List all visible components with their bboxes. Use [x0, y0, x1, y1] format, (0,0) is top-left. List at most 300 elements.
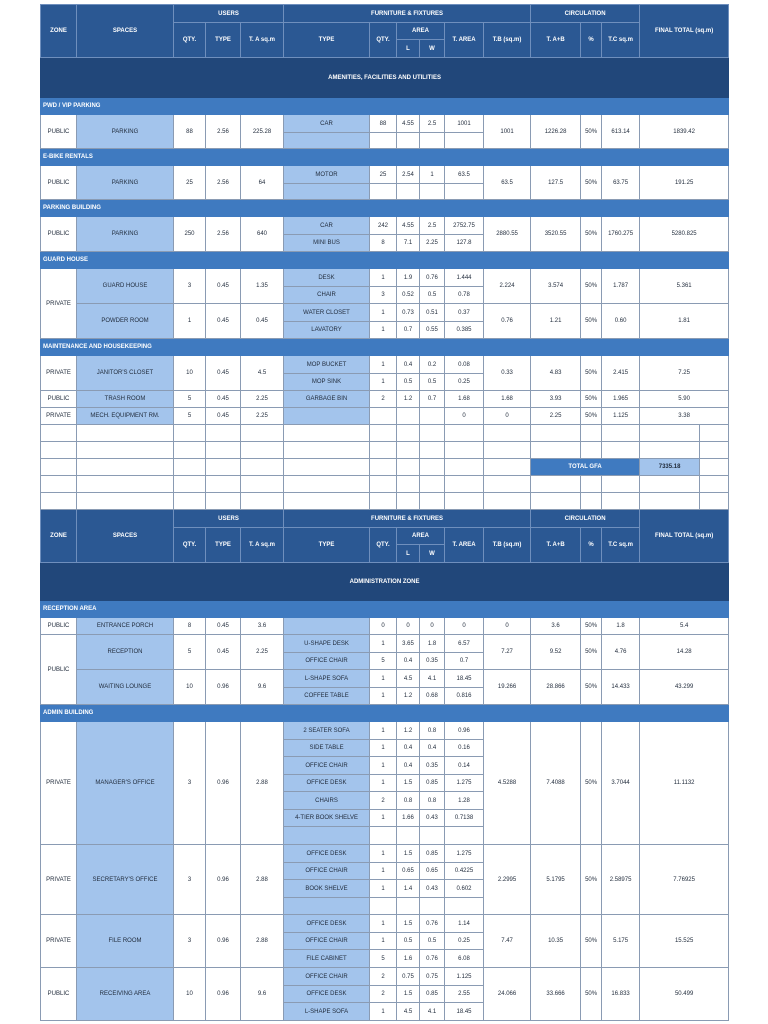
furniture-w-cell: 0.5 — [420, 933, 445, 950]
empty-cell — [420, 827, 445, 845]
furniture-qty-cell: 3 — [370, 287, 397, 304]
tb-cell: 0.76 — [484, 304, 531, 339]
pct-cell: 50% — [581, 304, 602, 339]
furniture-qty-cell: 1 — [370, 757, 397, 775]
empty-cell — [206, 493, 241, 510]
users-ta-cell: 64 — [241, 166, 284, 200]
furniture-qty-cell: 1 — [370, 740, 397, 757]
final-total-cell: 5.90 — [640, 391, 729, 408]
users-type-cell: 0.96 — [206, 845, 241, 915]
furniture-qty-cell: 1 — [370, 374, 397, 391]
tc-cell: 1.8 — [602, 618, 640, 635]
header-users: USERS — [174, 5, 284, 23]
users-ta-cell: 640 — [241, 217, 284, 252]
users-type-cell: 0.96 — [206, 722, 241, 845]
empty-cell — [241, 459, 284, 476]
empty-cell — [284, 184, 370, 200]
tab-cell: 7.4088 — [531, 722, 581, 845]
furniture-qty-cell: 1 — [370, 775, 397, 792]
empty-cell — [241, 476, 284, 493]
empty-cell — [77, 493, 174, 510]
zone-cell: PUBLIC — [41, 968, 77, 1021]
furniture-type-cell: OFFICE DESK — [284, 775, 370, 792]
tb-cell: 1001 — [484, 115, 531, 149]
furniture-w-cell: 0.7 — [420, 391, 445, 408]
empty-cell — [397, 493, 420, 510]
tb-cell: 7.27 — [484, 635, 531, 670]
furniture-type-cell: 2 SEATER SOFA — [284, 722, 370, 740]
furniture-tarea-cell: 0 — [445, 618, 484, 635]
pct-cell: 50% — [581, 217, 602, 252]
furniture-qty-cell: 242 — [370, 217, 397, 235]
furniture-w-cell: 0.5 — [420, 287, 445, 304]
tb-cell: 1.68 — [484, 391, 531, 408]
furniture-tarea-cell: 1.14 — [445, 915, 484, 933]
zone-cell: PUBLIC — [41, 635, 77, 705]
space-cell: RECEPTION — [77, 635, 174, 670]
tab-cell: 4.83 — [531, 356, 581, 391]
empty-cell — [370, 827, 397, 845]
furniture-type-cell: 4-TIER BOOK SHELVE — [284, 810, 370, 827]
tc-cell: 2.58975 — [602, 845, 640, 915]
space-program-table — [40, 4, 729, 1021]
users-type-cell: 0.45 — [206, 635, 241, 670]
header-l: L — [397, 40, 420, 58]
empty-cell — [174, 459, 206, 476]
tc-cell: 16.833 — [602, 968, 640, 1021]
furniture-type-cell: OFFICE CHAIR — [284, 863, 370, 880]
empty-cell — [397, 408, 420, 425]
tc-cell: 63.75 — [602, 166, 640, 200]
empty-cell — [77, 425, 174, 442]
furniture-qty-cell: 1 — [370, 722, 397, 740]
pct-cell: 50% — [581, 166, 602, 200]
furniture-l-cell: 0.73 — [397, 304, 420, 322]
furniture-l-cell: 4.5 — [397, 670, 420, 688]
furniture-tarea-cell: 1.275 — [445, 775, 484, 792]
furniture-qty-cell: 1 — [370, 322, 397, 339]
final-total-cell: 1.81 — [640, 304, 729, 339]
space-cell: JANITOR'S CLOSET — [77, 356, 174, 391]
furniture-type-cell: OFFICE DESK — [284, 915, 370, 933]
zone-cell: PRIVATE — [41, 356, 77, 391]
pct-cell: 50% — [581, 618, 602, 635]
furniture-l-cell: 4.55 — [397, 115, 420, 133]
furniture-w-cell: 1.8 — [420, 635, 445, 653]
empty-cell — [284, 133, 370, 149]
header-type: TYPE — [206, 23, 241, 58]
empty-cell — [206, 459, 241, 476]
tc-cell: 1760.275 — [602, 217, 640, 252]
furniture-type-cell: CAR — [284, 115, 370, 133]
users-type-cell: 0.45 — [206, 269, 241, 304]
furniture-tarea-cell: 0.25 — [445, 933, 484, 950]
empty-cell — [420, 493, 445, 510]
tab-cell: 127.5 — [531, 166, 581, 200]
furniture-qty-cell: 5 — [370, 950, 397, 968]
furniture-qty-cell: 1 — [370, 269, 397, 287]
header-w: W — [420, 545, 445, 563]
furniture-tarea-cell: 1.444 — [445, 269, 484, 287]
furniture-type-cell: OFFICE CHAIR — [284, 757, 370, 775]
furniture-qty-cell: 5 — [370, 653, 397, 670]
furniture-type-cell: CAR — [284, 217, 370, 235]
furniture-l-cell: 7.1 — [397, 235, 420, 252]
tc-cell: 2.415 — [602, 356, 640, 391]
tb-cell: 0 — [484, 408, 531, 425]
empty-cell — [397, 133, 420, 149]
pct-cell: 50% — [581, 408, 602, 425]
empty-cell — [602, 493, 640, 510]
zone-title-amenities: AMENITIES, FACILITIES AND UTILITIES — [41, 58, 729, 98]
final-total-cell: 7.76925 — [640, 845, 729, 915]
empty-cell — [445, 133, 484, 149]
header-area: AREA — [397, 528, 445, 545]
tb-cell: 0 — [484, 618, 531, 635]
furniture-qty-cell: 1 — [370, 915, 397, 933]
pct-cell: 50% — [581, 845, 602, 915]
header-circulation: CIRCULATION — [531, 5, 640, 23]
final-total-cell: 14.28 — [640, 635, 729, 670]
users-ta-cell: 3.6 — [241, 618, 284, 635]
final-total-cell: 43.299 — [640, 670, 729, 705]
space-cell: TRASH ROOM — [77, 391, 174, 408]
furniture-qty-cell: 2 — [370, 986, 397, 1003]
total-gfa-label: TOTAL GFA — [531, 459, 640, 476]
users-qty-cell: 3 — [174, 845, 206, 915]
users-ta-cell: 0.45 — [241, 304, 284, 339]
furniture-tarea-cell: 6.08 — [445, 950, 484, 968]
furniture-qty-cell: 1 — [370, 356, 397, 374]
furniture-tarea-cell: 18.45 — [445, 1003, 484, 1021]
furniture-qty-cell: 1 — [370, 304, 397, 322]
empty-cell — [206, 442, 241, 459]
header-final-total: FINAL TOTAL (sq.m) — [640, 5, 729, 58]
empty-cell — [484, 442, 531, 459]
empty-cell — [206, 425, 241, 442]
tab-cell: 5.1795 — [531, 845, 581, 915]
users-ta-cell: 2.25 — [241, 408, 284, 425]
empty-cell — [41, 493, 77, 510]
furniture-w-cell: 0.35 — [420, 653, 445, 670]
empty-cell — [420, 442, 445, 459]
empty-cell — [284, 827, 370, 845]
final-total-cell: 5.4 — [640, 618, 729, 635]
space-cell: PARKING — [77, 217, 174, 252]
furniture-qty-cell: 1 — [370, 1003, 397, 1021]
furniture-type-cell: L-SHAPE SOFA — [284, 1003, 370, 1021]
furniture-qty-cell: 2 — [370, 792, 397, 810]
final-total-cell: 50.499 — [640, 968, 729, 1021]
section-guard-house: GUARD HOUSE — [41, 252, 729, 269]
furniture-tarea-cell: 63.5 — [445, 166, 484, 184]
empty-cell — [77, 459, 174, 476]
header-ftype: TYPE — [284, 528, 370, 563]
empty-cell — [602, 476, 640, 493]
furniture-type-cell: MINI BUS — [284, 235, 370, 252]
users-ta-cell: 2.88 — [241, 915, 284, 968]
furniture-l-cell: 1.5 — [397, 986, 420, 1003]
furniture-type-cell: WATER CLOSET — [284, 304, 370, 322]
tc-cell: 1.125 — [602, 408, 640, 425]
furniture-l-cell: 0.8 — [397, 792, 420, 810]
users-type-cell: 0.96 — [206, 915, 241, 968]
header-users: USERS — [174, 510, 284, 528]
furniture-qty-cell: 1 — [370, 863, 397, 880]
tab-cell: 3520.55 — [531, 217, 581, 252]
section-ebike-rentals: E-BIKE RENTALS — [41, 149, 729, 166]
furniture-tarea-cell: 6.57 — [445, 635, 484, 653]
furniture-tarea-cell: 2752.75 — [445, 217, 484, 235]
tc-cell: 1.965 — [602, 391, 640, 408]
furniture-tarea-cell: 0.7 — [445, 653, 484, 670]
pct-cell: 50% — [581, 915, 602, 968]
furniture-tarea-cell: 0.816 — [445, 688, 484, 705]
final-total-cell: 1839.42 — [640, 115, 729, 149]
empty-cell — [284, 459, 370, 476]
furniture-tarea-cell: 0.37 — [445, 304, 484, 322]
users-type-cell: 0.45 — [206, 304, 241, 339]
furniture-tarea-cell: 1.28 — [445, 792, 484, 810]
furniture-l-cell: 0.52 — [397, 287, 420, 304]
header-pct: % — [581, 23, 602, 58]
furniture-l-cell: 4.55 — [397, 217, 420, 235]
furniture-qty-cell: 1 — [370, 670, 397, 688]
users-ta-cell: 9.6 — [241, 968, 284, 1021]
furniture-tarea-cell: 1.68 — [445, 391, 484, 408]
empty-cell — [370, 493, 397, 510]
empty-cell — [420, 459, 445, 476]
section-maintenance: MAINTENANCE AND HOUSEKEEPING — [41, 339, 729, 356]
header-tb: T.B (sq.m) — [484, 528, 531, 563]
empty-cell — [484, 425, 531, 442]
furniture-type-cell: SIDE TABLE — [284, 740, 370, 757]
zone-cell: PUBLIC — [41, 166, 77, 200]
furniture-type-cell: DESK — [284, 269, 370, 287]
tab-cell: 1226.28 — [531, 115, 581, 149]
header-tb: T.B (sq.m) — [484, 23, 531, 58]
furniture-type-cell: U-SHAPE DESK — [284, 635, 370, 653]
zone-cell: PUBLIC — [41, 115, 77, 149]
pct-cell: 50% — [581, 391, 602, 408]
furniture-l-cell: 0.4 — [397, 653, 420, 670]
furniture-type-cell: CHAIR — [284, 287, 370, 304]
pct-cell: 50% — [581, 722, 602, 845]
tc-cell: 3.7044 — [602, 722, 640, 845]
empty-cell — [370, 459, 397, 476]
empty-cell — [445, 459, 484, 476]
empty-cell — [241, 442, 284, 459]
empty-cell — [370, 442, 397, 459]
furniture-type-cell: CHAIRS — [284, 792, 370, 810]
furniture-l-cell: 0.65 — [397, 863, 420, 880]
furniture-type-cell: MOP SINK — [284, 374, 370, 391]
tc-cell: 14.433 — [602, 670, 640, 705]
empty-cell — [397, 184, 420, 200]
furniture-l-cell: 0.5 — [397, 933, 420, 950]
users-qty-cell: 5 — [174, 391, 206, 408]
furniture-w-cell: 0.76 — [420, 950, 445, 968]
furniture-w-cell: 0.8 — [420, 722, 445, 740]
space-cell: PARKING — [77, 115, 174, 149]
users-qty-cell: 10 — [174, 356, 206, 391]
section-reception-area: RECEPTION AREA — [41, 601, 729, 618]
zone-cell: PRIVATE — [41, 915, 77, 968]
furniture-type-cell: OFFICE CHAIR — [284, 968, 370, 986]
empty-cell — [284, 408, 370, 425]
users-type-cell: 0.45 — [206, 618, 241, 635]
furniture-qty-cell: 88 — [370, 115, 397, 133]
furniture-qty-cell: 1 — [370, 880, 397, 898]
empty-cell — [77, 476, 174, 493]
empty-cell — [41, 425, 77, 442]
furniture-l-cell: 1.4 — [397, 880, 420, 898]
empty-cell — [284, 898, 370, 915]
furniture-w-cell: 0.75 — [420, 968, 445, 986]
header-tab: T. A+B — [531, 23, 581, 58]
header-furniture: FURNITURE & FIXTURES — [284, 5, 531, 23]
header-qty: QTY. — [174, 23, 206, 58]
users-qty-cell: 10 — [174, 968, 206, 1021]
furniture-w-cell: 0.85 — [420, 845, 445, 863]
furniture-l-cell: 1.2 — [397, 688, 420, 705]
empty-cell — [700, 425, 729, 442]
header-tc: T.C sq.m — [602, 23, 640, 58]
users-qty-cell: 5 — [174, 635, 206, 670]
furniture-w-cell: 0.68 — [420, 688, 445, 705]
empty-cell — [77, 442, 174, 459]
empty-cell — [640, 476, 700, 493]
furniture-tarea-cell: 1.125 — [445, 968, 484, 986]
tab-cell: 1.21 — [531, 304, 581, 339]
tab-cell: 2.25 — [531, 408, 581, 425]
pct-cell: 50% — [581, 635, 602, 670]
tc-cell: 5.175 — [602, 915, 640, 968]
empty-cell — [397, 898, 420, 915]
header-ftype: TYPE — [284, 23, 370, 58]
furniture-tarea-cell: 0.385 — [445, 322, 484, 339]
tb-cell: 2.2995 — [484, 845, 531, 915]
empty-cell — [531, 476, 581, 493]
furniture-tarea-cell: 1001 — [445, 115, 484, 133]
empty-cell — [700, 476, 729, 493]
empty-cell — [370, 898, 397, 915]
empty-cell — [370, 184, 397, 200]
zone-cell: PRIVATE — [41, 845, 77, 915]
empty-cell — [241, 425, 284, 442]
furniture-w-cell: 0.85 — [420, 986, 445, 1003]
users-ta-cell: 2.25 — [241, 391, 284, 408]
space-cell: WAITING LOUNGE — [77, 670, 174, 705]
empty-cell — [420, 133, 445, 149]
tab-cell: 3.93 — [531, 391, 581, 408]
furniture-w-cell: 4.1 — [420, 670, 445, 688]
furniture-type-cell: BOOK SHELVE — [284, 880, 370, 898]
furniture-tarea-cell: 0.08 — [445, 356, 484, 374]
header-tarea: T. AREA — [445, 23, 484, 58]
zone-title-administration: ADMINISTRATION ZONE — [41, 563, 729, 601]
empty-cell — [370, 425, 397, 442]
furniture-tarea-cell: 0.602 — [445, 880, 484, 898]
furniture-l-cell: 1.66 — [397, 810, 420, 827]
furniture-tarea-cell: 1.275 — [445, 845, 484, 863]
furniture-type-cell: OFFICE CHAIR — [284, 653, 370, 670]
space-cell: RECEIVING AREA — [77, 968, 174, 1021]
users-qty-cell: 250 — [174, 217, 206, 252]
final-total-cell: 191.25 — [640, 166, 729, 200]
empty-cell — [700, 442, 729, 459]
empty-cell — [241, 493, 284, 510]
furniture-qty-cell: 1 — [370, 845, 397, 863]
furniture-type-cell: GARBAGE BIN — [284, 391, 370, 408]
pct-cell: 50% — [581, 115, 602, 149]
furniture-w-cell: 0.5 — [420, 374, 445, 391]
empty-cell — [397, 442, 420, 459]
furniture-w-cell: 0 — [420, 618, 445, 635]
furniture-qty-cell: 2 — [370, 391, 397, 408]
header-zone: ZONE — [41, 510, 77, 563]
final-total-cell: 11.1132 — [640, 722, 729, 845]
users-ta-cell: 2.88 — [241, 722, 284, 845]
header-pct: % — [581, 528, 602, 563]
furniture-w-cell: 1 — [420, 166, 445, 184]
furniture-type-cell: FILE CABINET — [284, 950, 370, 968]
tb-cell: 2880.55 — [484, 217, 531, 252]
furniture-w-cell: 0.51 — [420, 304, 445, 322]
empty-cell — [531, 442, 581, 459]
furniture-w-cell: 0.85 — [420, 775, 445, 792]
furniture-w-cell: 0.76 — [420, 915, 445, 933]
empty-cell — [370, 408, 397, 425]
users-ta-cell: 225.28 — [241, 115, 284, 149]
furniture-qty-cell: 25 — [370, 166, 397, 184]
empty-cell — [445, 442, 484, 459]
furniture-qty-cell: 8 — [370, 235, 397, 252]
empty-cell — [581, 476, 602, 493]
furniture-tarea-cell: 0.78 — [445, 287, 484, 304]
final-total-cell: 5.361 — [640, 269, 729, 304]
header-spaces: SPACES — [77, 510, 174, 563]
tb-cell: 2.224 — [484, 269, 531, 304]
furniture-type-cell: LAVATORY — [284, 322, 370, 339]
furniture-l-cell: 0.5 — [397, 374, 420, 391]
empty-cell — [284, 493, 370, 510]
users-type-cell: 0.96 — [206, 968, 241, 1021]
users-type-cell: 2.56 — [206, 217, 241, 252]
empty-cell — [640, 493, 700, 510]
empty-cell — [531, 425, 581, 442]
header-ta: T. A sq.m — [241, 528, 284, 563]
empty-cell — [445, 184, 484, 200]
empty-cell — [420, 408, 445, 425]
furniture-w-cell: 0.35 — [420, 757, 445, 775]
furniture-l-cell: 1.5 — [397, 915, 420, 933]
users-qty-cell: 10 — [174, 670, 206, 705]
tc-cell: 4.76 — [602, 635, 640, 670]
space-cell: MANAGER'S OFFICE — [77, 722, 174, 845]
tb-cell: 19.266 — [484, 670, 531, 705]
space-cell: GUARD HOUSE — [77, 269, 174, 304]
furniture-w-cell: 2.5 — [420, 115, 445, 133]
furniture-qty-cell: 1 — [370, 635, 397, 653]
empty-cell — [531, 493, 581, 510]
furniture-l-cell: 1.6 — [397, 950, 420, 968]
pct-cell: 50% — [581, 269, 602, 304]
empty-cell — [445, 898, 484, 915]
total-gfa-value: 7335.18 — [640, 459, 700, 476]
header-spaces: SPACES — [77, 5, 174, 58]
empty-cell — [41, 476, 77, 493]
